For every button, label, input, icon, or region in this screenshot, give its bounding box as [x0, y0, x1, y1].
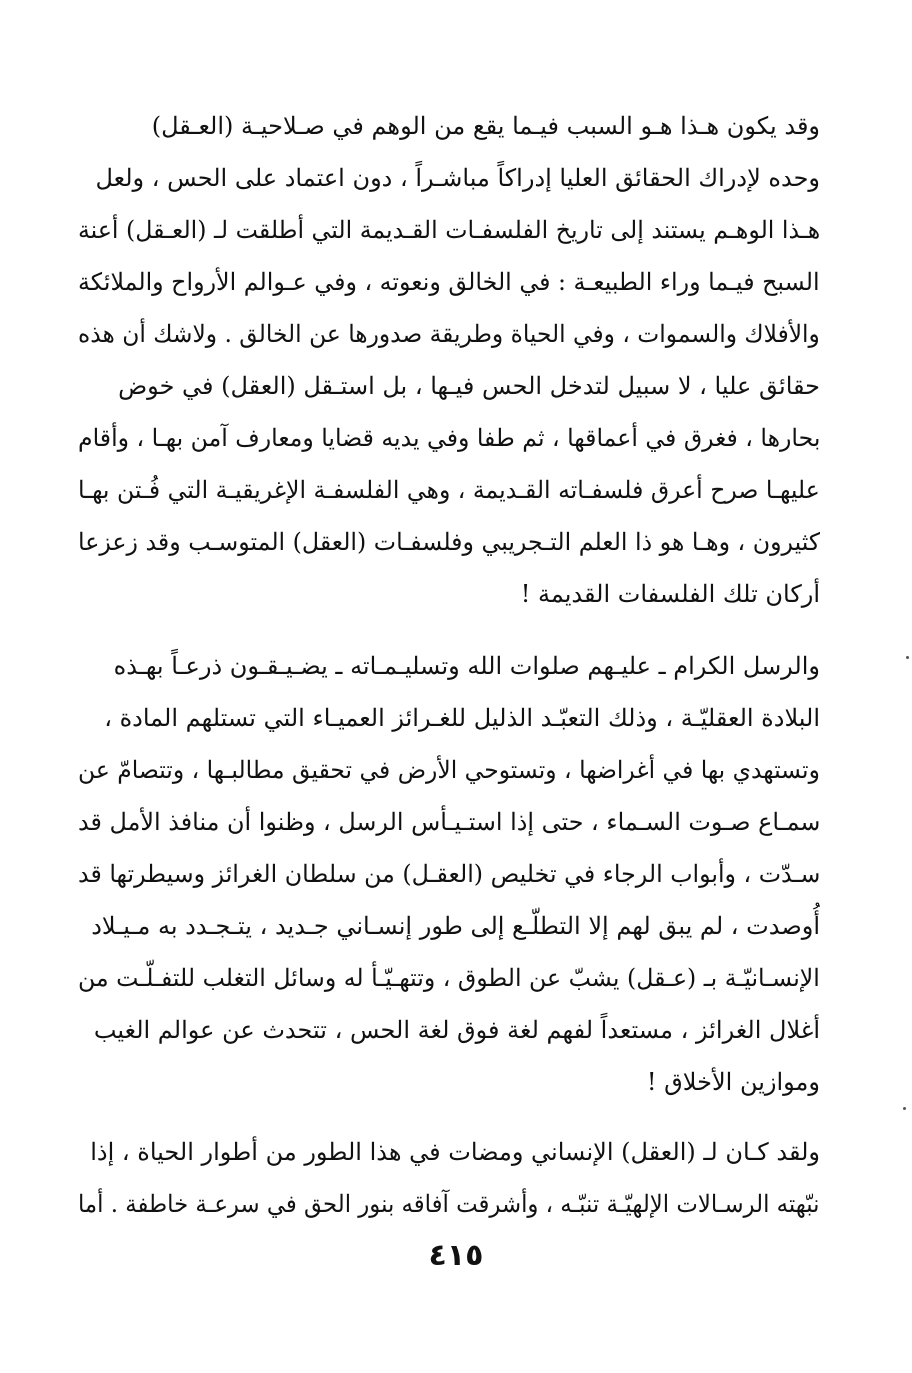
text-line: السبح فيـما وراء الطبيعـة : في الخالق ونعوته ، وفي عـوالم الأرواح والملائكة — [78, 268, 820, 296]
text-line: وتستهدي بها في أغراضها ، وتستوحي الأرض في تحقيق مطالبـها ، وتتصامّ عن — [78, 756, 820, 784]
text-line: الإنسـانيّـة بـ (عـقل) يشبّ عن الطوق ، وتتهـيّـأ له وسائل التغلب للتفـلّـت من — [78, 964, 820, 992]
text-line: حقائق عليا ، لا سبيل لتدخل الحس فيـها ، بل استـقل (العقل) في خوض — [118, 372, 820, 400]
text-line: والرسل الكرام ـ عليـهم صلوات الله وتسليـمـاته ـ يضـيـقـون ذرعـاً بهـذه — [113, 652, 820, 680]
text-line: هـذا الوهـم يستند إلى تاريخ الفلسفـات القـديمة التي أطلقت لـ (العـقل) أعنة — [78, 216, 820, 244]
text-line: وقد يكون هـذا هـو السبب فيـما يقع من الوهم في صـلاحيـة (العـقل) — [151, 112, 820, 140]
text-line: وحده لإدراك الحقائق العليا إدراكاً مباشـراً ، دون اعتماد على الحس ، ولعل — [95, 164, 820, 192]
text-line: وموازين الأخلاق ! — [646, 1068, 820, 1096]
paragraph-1 — [78, 100, 820, 620]
paragraph-2 — [78, 640, 820, 1108]
text-line: بحارها ، فغرق في أعماقها ، ثم طفا وفي يديه قضايا ومعارف آمن بهـا ، وأقام — [78, 424, 820, 452]
text-line: كثيرون ، وهـا هو ذا العلم التـجريبي وفلسفـات (العقل) المتوسـب وقد زعزعا — [78, 528, 820, 556]
text-line: ولقد كـان لـ (العقل) الإنساني ومضات في هذا الطور من أطوار الحياة ، إذا — [90, 1138, 820, 1166]
text-line: سمـاع صـوت السـماء ، حتى إذا استـيـأس الرسل ، وظنوا أن منافذ الأمل قد — [78, 808, 820, 836]
text-line: أُوصدت ، لم يبق لهم إلا التطلّـع إلى طور إنسـاني جـديد ، يتـجـدد به مـيـلاد — [91, 912, 820, 940]
scan-speck — [903, 1107, 906, 1110]
text-line: أركان تلك الفلسفات القديمة ! — [520, 580, 820, 608]
text-line: أغلال الغرائز ، مستعداً لفهم لغة فوق لغة الحس ، تتحدث عن عوالم الغيب — [93, 1016, 820, 1044]
text-line: والأفلاك والسموات ، وفي الحياة وطريقة صدورها عن الخالق . ولاشك أن هذه — [78, 320, 820, 348]
paragraph-spacer — [78, 1108, 820, 1126]
scan-speck — [906, 656, 909, 659]
text-line: سـدّت ، وأبواب الرجاء في تخليص (العقـل) من سلطان الغرائز وسيطرتها قد — [78, 860, 820, 888]
page-number: ٤١٥ — [428, 1238, 484, 1273]
text-line: نبّهته الرسـالات الإلهيّـة تنبّـه ، وأشرقت آفاقه بنور الحق في سرعـة خاطفة . أما — [78, 1190, 820, 1218]
paragraph-3 — [78, 1126, 820, 1230]
text-line: البلادة العقليّـة ، وذلك التعبّـد الذليل للغـرائز العميـاء التي تستلهم المادة ، — [104, 704, 820, 732]
text-line: عليهـا صرح أعرق فلسفـاته القـديمة ، وهي الفلسفـة الإغريقيـة التي فُـتن بهـا — [78, 476, 820, 504]
body-text — [78, 100, 820, 1230]
paragraph-spacer — [78, 620, 820, 640]
